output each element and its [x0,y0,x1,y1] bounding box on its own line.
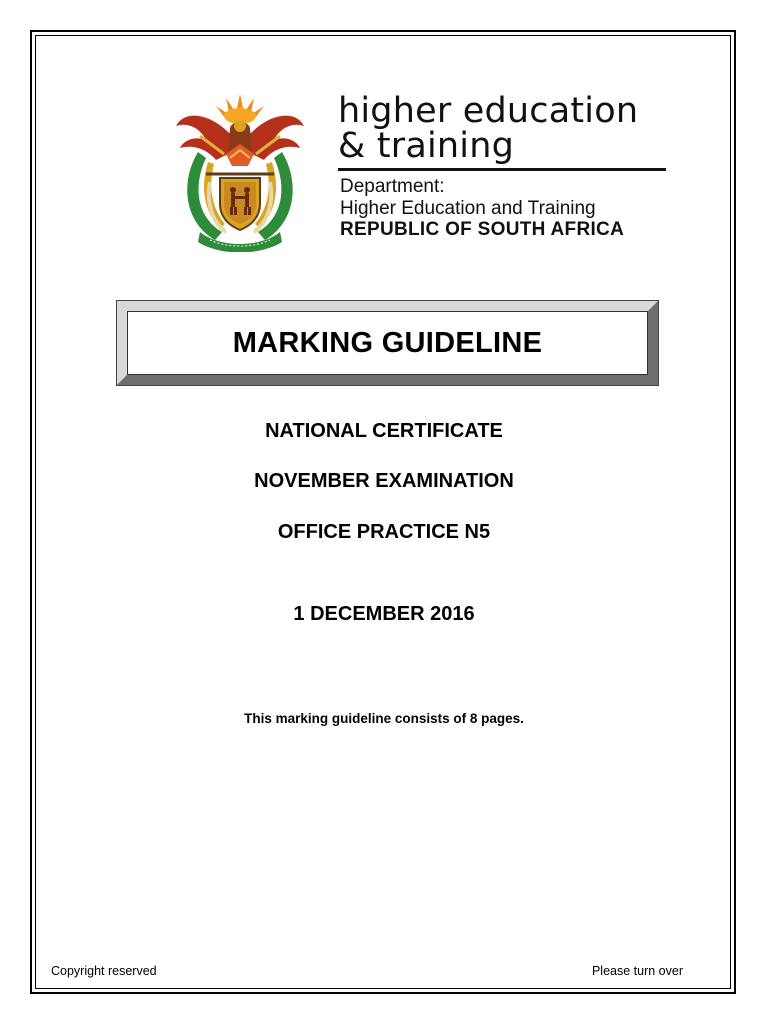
department-logotype-line1: higher education [338,91,639,131]
country-name: REPUBLIC OF SOUTH AFRICA [340,219,625,240]
page-count-note: This marking guideline consists of 8 pages. [244,711,524,726]
footer-copyright: Copyright reserved [51,964,157,978]
examination-line: NOVEMBER EXAMINATION [254,470,514,492]
coat-of-arms-logo [170,92,310,252]
title-box-face [127,311,648,375]
department-subtitle: Higher Education and Training [340,198,596,219]
logotype-underline [338,168,666,171]
department-logotype-line2: & training [338,126,515,166]
document-title: MARKING GUIDELINE [232,326,543,359]
title-box [116,300,659,386]
certificate-line: NATIONAL CERTIFICATE [265,420,503,442]
subject-line: OFFICE PRACTICE N5 [277,521,491,543]
exam-date: 1 DECEMBER 2016 [293,603,475,625]
department-label: Department: [340,176,445,197]
footer-turn-over: Please turn over [591,964,683,978]
